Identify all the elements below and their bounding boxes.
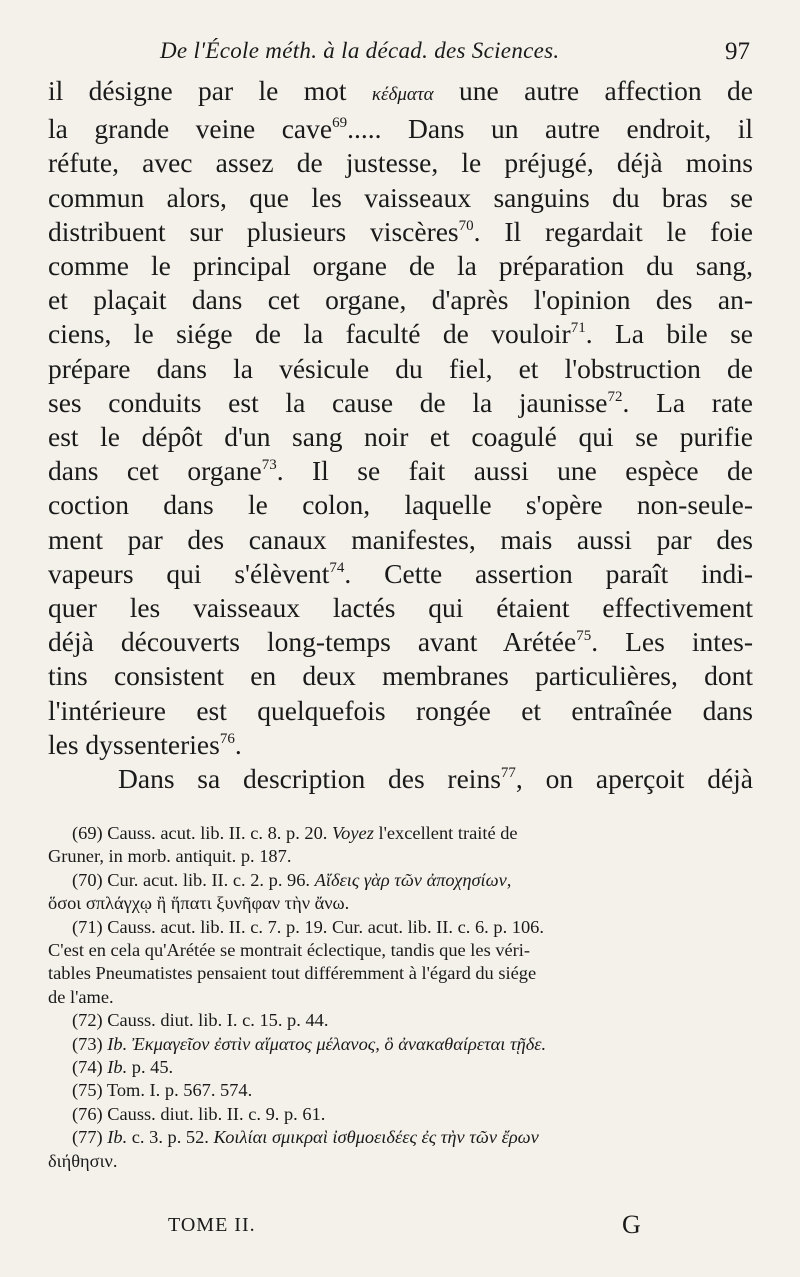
footnote-69: (69) Causs. acut. lib. II. c. 8. p. 20. Voyez l'excellent traité de	[72, 823, 518, 843]
text-line: quer les vaisseaux lactés qui étaient effectivement	[48, 592, 753, 624]
running-title: De l'École méth. à la décad. des Sciences.	[160, 38, 560, 63]
footnote-70: (70) Cur. acut. lib. II. c. 2. p. 96. Αἴδεις γὰρ τῶν ἀποχησίων,	[72, 869, 512, 890]
footnote-71-cont: C'est en cela qu'Arétée se montrait éclectique, tandis que les véri-	[48, 940, 531, 961]
text-line: la grande veine cave$^{69}$..... Dans un autre endroit, il	[48, 113, 753, 145]
footnotes	[48, 822, 758, 1173]
footnote-71: (71) Causs. acut. lib. II. c. 7. p. 19. Cur. acut. lib. II. c. 6. p. 106.	[72, 916, 544, 937]
footnote-ref: 76	[219, 730, 235, 747]
footnote-76: (76) Causs. diut. lib. II. c. 9. p. 61.	[72, 1103, 326, 1124]
text-line: et plaçait dans cet organe, d'après l'opinion des an-	[48, 284, 753, 316]
footnote-ref: 71	[570, 320, 586, 337]
footnote-73: (73) Ib. Ἐκμαγεῖον ἐστὶν αἵματος μέλανος, ὃ ἀνακαθαίρεται τῇδε.	[72, 1033, 547, 1054]
text-line: Dans sa description des reins$^{77}$, on aperçoit déjà	[118, 763, 754, 795]
footnote-71-cont: de l'ame.	[48, 986, 114, 1007]
text-line: ment par des canaux manifestes, mais aussi par des	[48, 523, 753, 555]
running-head	[160, 34, 750, 70]
footnote-ref: 72	[607, 388, 623, 405]
footnote-ref: 74	[329, 559, 345, 576]
footnote-ref: 75	[576, 628, 592, 645]
footnote-ref: 77	[500, 765, 516, 782]
footnote-ref: 69	[332, 115, 348, 132]
footnote-77: (77) Ib. c. 3. p. 52. Κοιλίαι σμικραὶ ἰσθμοειδέες ἐς τὴν τῶν ἔρων	[72, 1127, 539, 1148]
signature-mark: TOME II.	[168, 1214, 256, 1236]
text-line: comme le principal organe de la préparation du sang,	[48, 250, 753, 282]
text-line: commun alors, que les vaisseaux sanguins du bras se	[48, 181, 753, 213]
signature-letter: G	[622, 1210, 641, 1239]
text-line: réfute, avec assez de justesse, le préjugé, déjà moins	[48, 147, 753, 179]
footnote-71-cont: tables Pneumatistes pensaient tout différemment à l'égard du siége	[48, 963, 537, 984]
greek-word: κέδματα	[371, 84, 434, 105]
text-line: l'intérieure est quelquefois rongée et entraînée dans	[48, 694, 753, 726]
text-line: il désigne par le mot κέδματα une autre affection de	[48, 75, 754, 106]
text-line: déjà découverts long-temps avant Arétée$^{75}$. Les intes-	[48, 626, 753, 658]
text-line: les dyssenteries$^{76}$.	[48, 728, 242, 760]
text-line: distribuent sur plusieurs viscères$^{70}$. Il regardait le foie	[48, 215, 753, 247]
page-number: 97	[725, 38, 750, 65]
text-line: vapeurs qui s'élèvent$^{74}$. Cette assertion paraît indi-	[48, 557, 754, 589]
text-line: tins consistent en deux membranes particulières, dont	[48, 660, 753, 692]
footnote-75: (75) Tom. I. p. 567. 574.	[72, 1080, 253, 1101]
footnote-70-cont: ὅσοι σπλάγχῳ ἢ ἥπατι ξυνῆφαν τὴν ἄνω.	[48, 893, 350, 914]
text-line: dans cet organe$^{73}$. Il se fait aussi une espèce de	[48, 455, 753, 487]
text-line: est le dépôt d'un sang noir et coagulé qui se purifie	[48, 421, 753, 453]
footnote-ref: 70	[458, 217, 474, 234]
main-text	[48, 74, 753, 796]
text-line: ciens, le siége de la faculté de vouloir$^{71}$. La bile se	[48, 318, 753, 350]
text-line: ses conduits est la cause de la jaunisse$^{72}$. La rate	[48, 386, 753, 418]
footnote-ref: 73	[261, 457, 277, 474]
footnote-72: (72) Causs. diut. lib. I. c. 15. p. 44.	[72, 1010, 329, 1031]
text-line: prépare dans la vésicule du fiel, et l'obstruction de	[48, 352, 753, 384]
text-line: coction dans le colon, laquelle s'opère non-seule-	[48, 489, 753, 521]
footnote-77-cont: διήθησιν.	[48, 1150, 118, 1171]
footnote-69-cont: Gruner, in morb. antiquit. p. 187.	[48, 846, 292, 867]
footnote-74: (74) Ib. p. 45.	[72, 1057, 174, 1078]
